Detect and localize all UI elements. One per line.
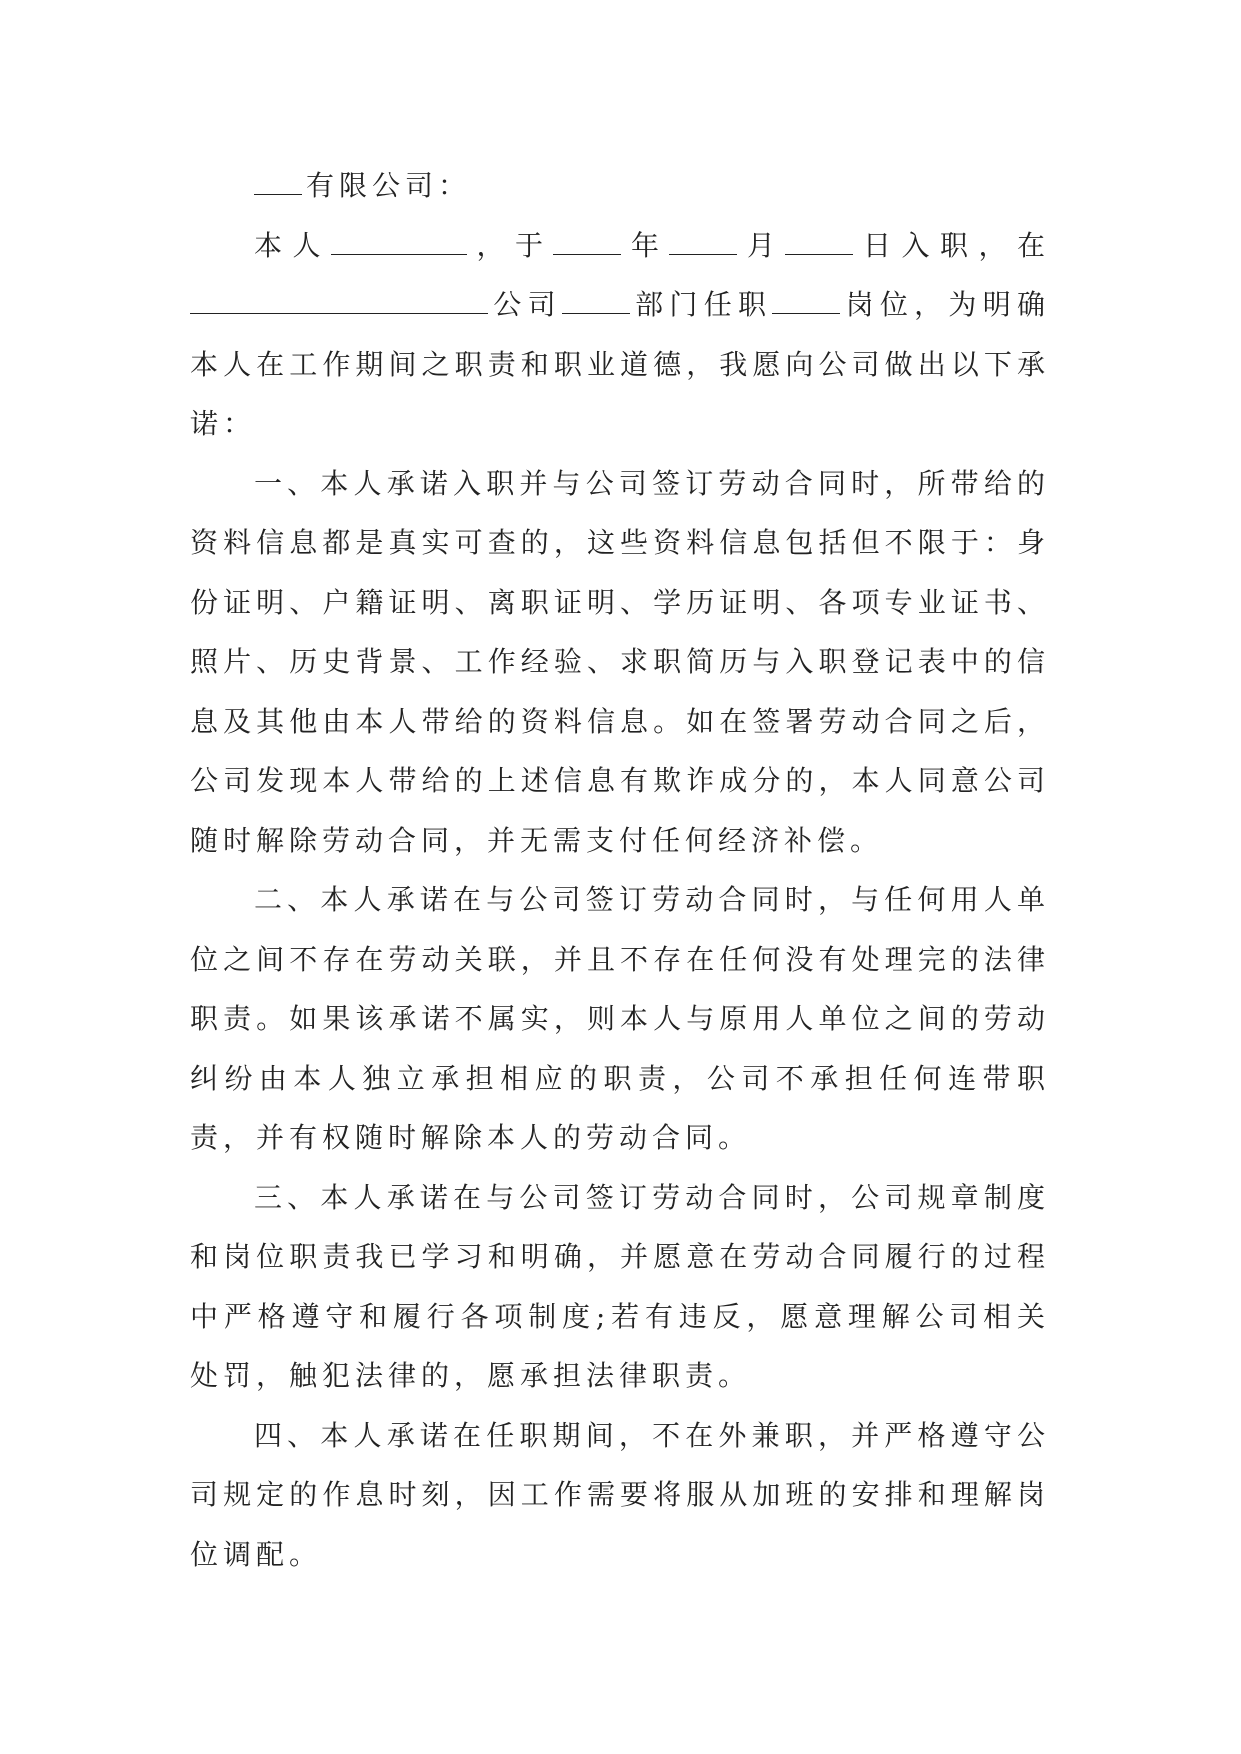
company-name-blank[interactable] [254,166,302,195]
commitment-letter-body [190,156,1050,1584]
intro-text-8: 岗位，为明确本人在工作期间之职责和职业道德，我愿向公司做出以下承诺： [190,288,1050,440]
intro-text-2: ，于 [471,228,554,262]
intro-text-4: 月 [741,228,786,262]
intro-text-7: 部门任职 [633,288,773,321]
position-blank[interactable] [772,285,840,314]
salutation-line [190,156,1050,216]
salutation-text: 有限公司： [306,169,472,202]
day-blank[interactable] [785,226,853,255]
month-blank[interactable] [669,226,737,255]
employee-name-blank[interactable] [331,226,467,255]
intro-text-6: 公司 [492,288,562,321]
clause-2: 二、本人承诺在与公司签订劳动合同时，与任何用人单位之间不存在劳动关联，并且不存在任何没有处理完的法律职责。如果该承诺不属实，则本人与原用人单位之间的劳动纠纷由本人独立承担相应的职责，公司不承担任何连带职责，并有权随时解除本人的劳动合同。 [190,883,1050,1154]
year-blank[interactable] [553,226,621,255]
intro-text-1: 本人 [254,228,331,262]
intro-paragraph [190,216,1050,454]
company-blank[interactable] [190,285,488,314]
clause-3: 三、本人承诺在与公司签订劳动合同时，公司规章制度和岗位职责我已学习和明确，并愿意在劳动合同履行的过程中严格遵守和履行各项制度;若有违反，愿意理解公司相关处罚，触犯法律的，愿承担法律职责。 [190,1180,1050,1392]
clause-4: 四、本人承诺在任职期间，不在外兼职，并严格遵守公司规定的作息时刻，因工作需要将服从加班的安排和理解岗位调配。 [190,1418,1050,1571]
intro-text-3: 年 [625,228,670,262]
intro-text-5: 日入职，在 [857,228,1050,262]
department-blank[interactable] [562,285,630,314]
clause-1: 一、本人承诺入职并与公司签订劳动合同时，所带给的资料信息都是真实可查的，这些资料信息包括但不限于：身份证明、户籍证明、离职证明、学历证明、各项专业证书、照片、历史背景、工作经验、求职简历与入职登记表中的信息及其他由本人带给的资料信息。如在签署劳动合同之后，公司发现本人带给的上述信息有欺诈成分的，本人同意公司随时解除劳动合同，并无需支付任何经济补偿。 [190,466,1050,857]
